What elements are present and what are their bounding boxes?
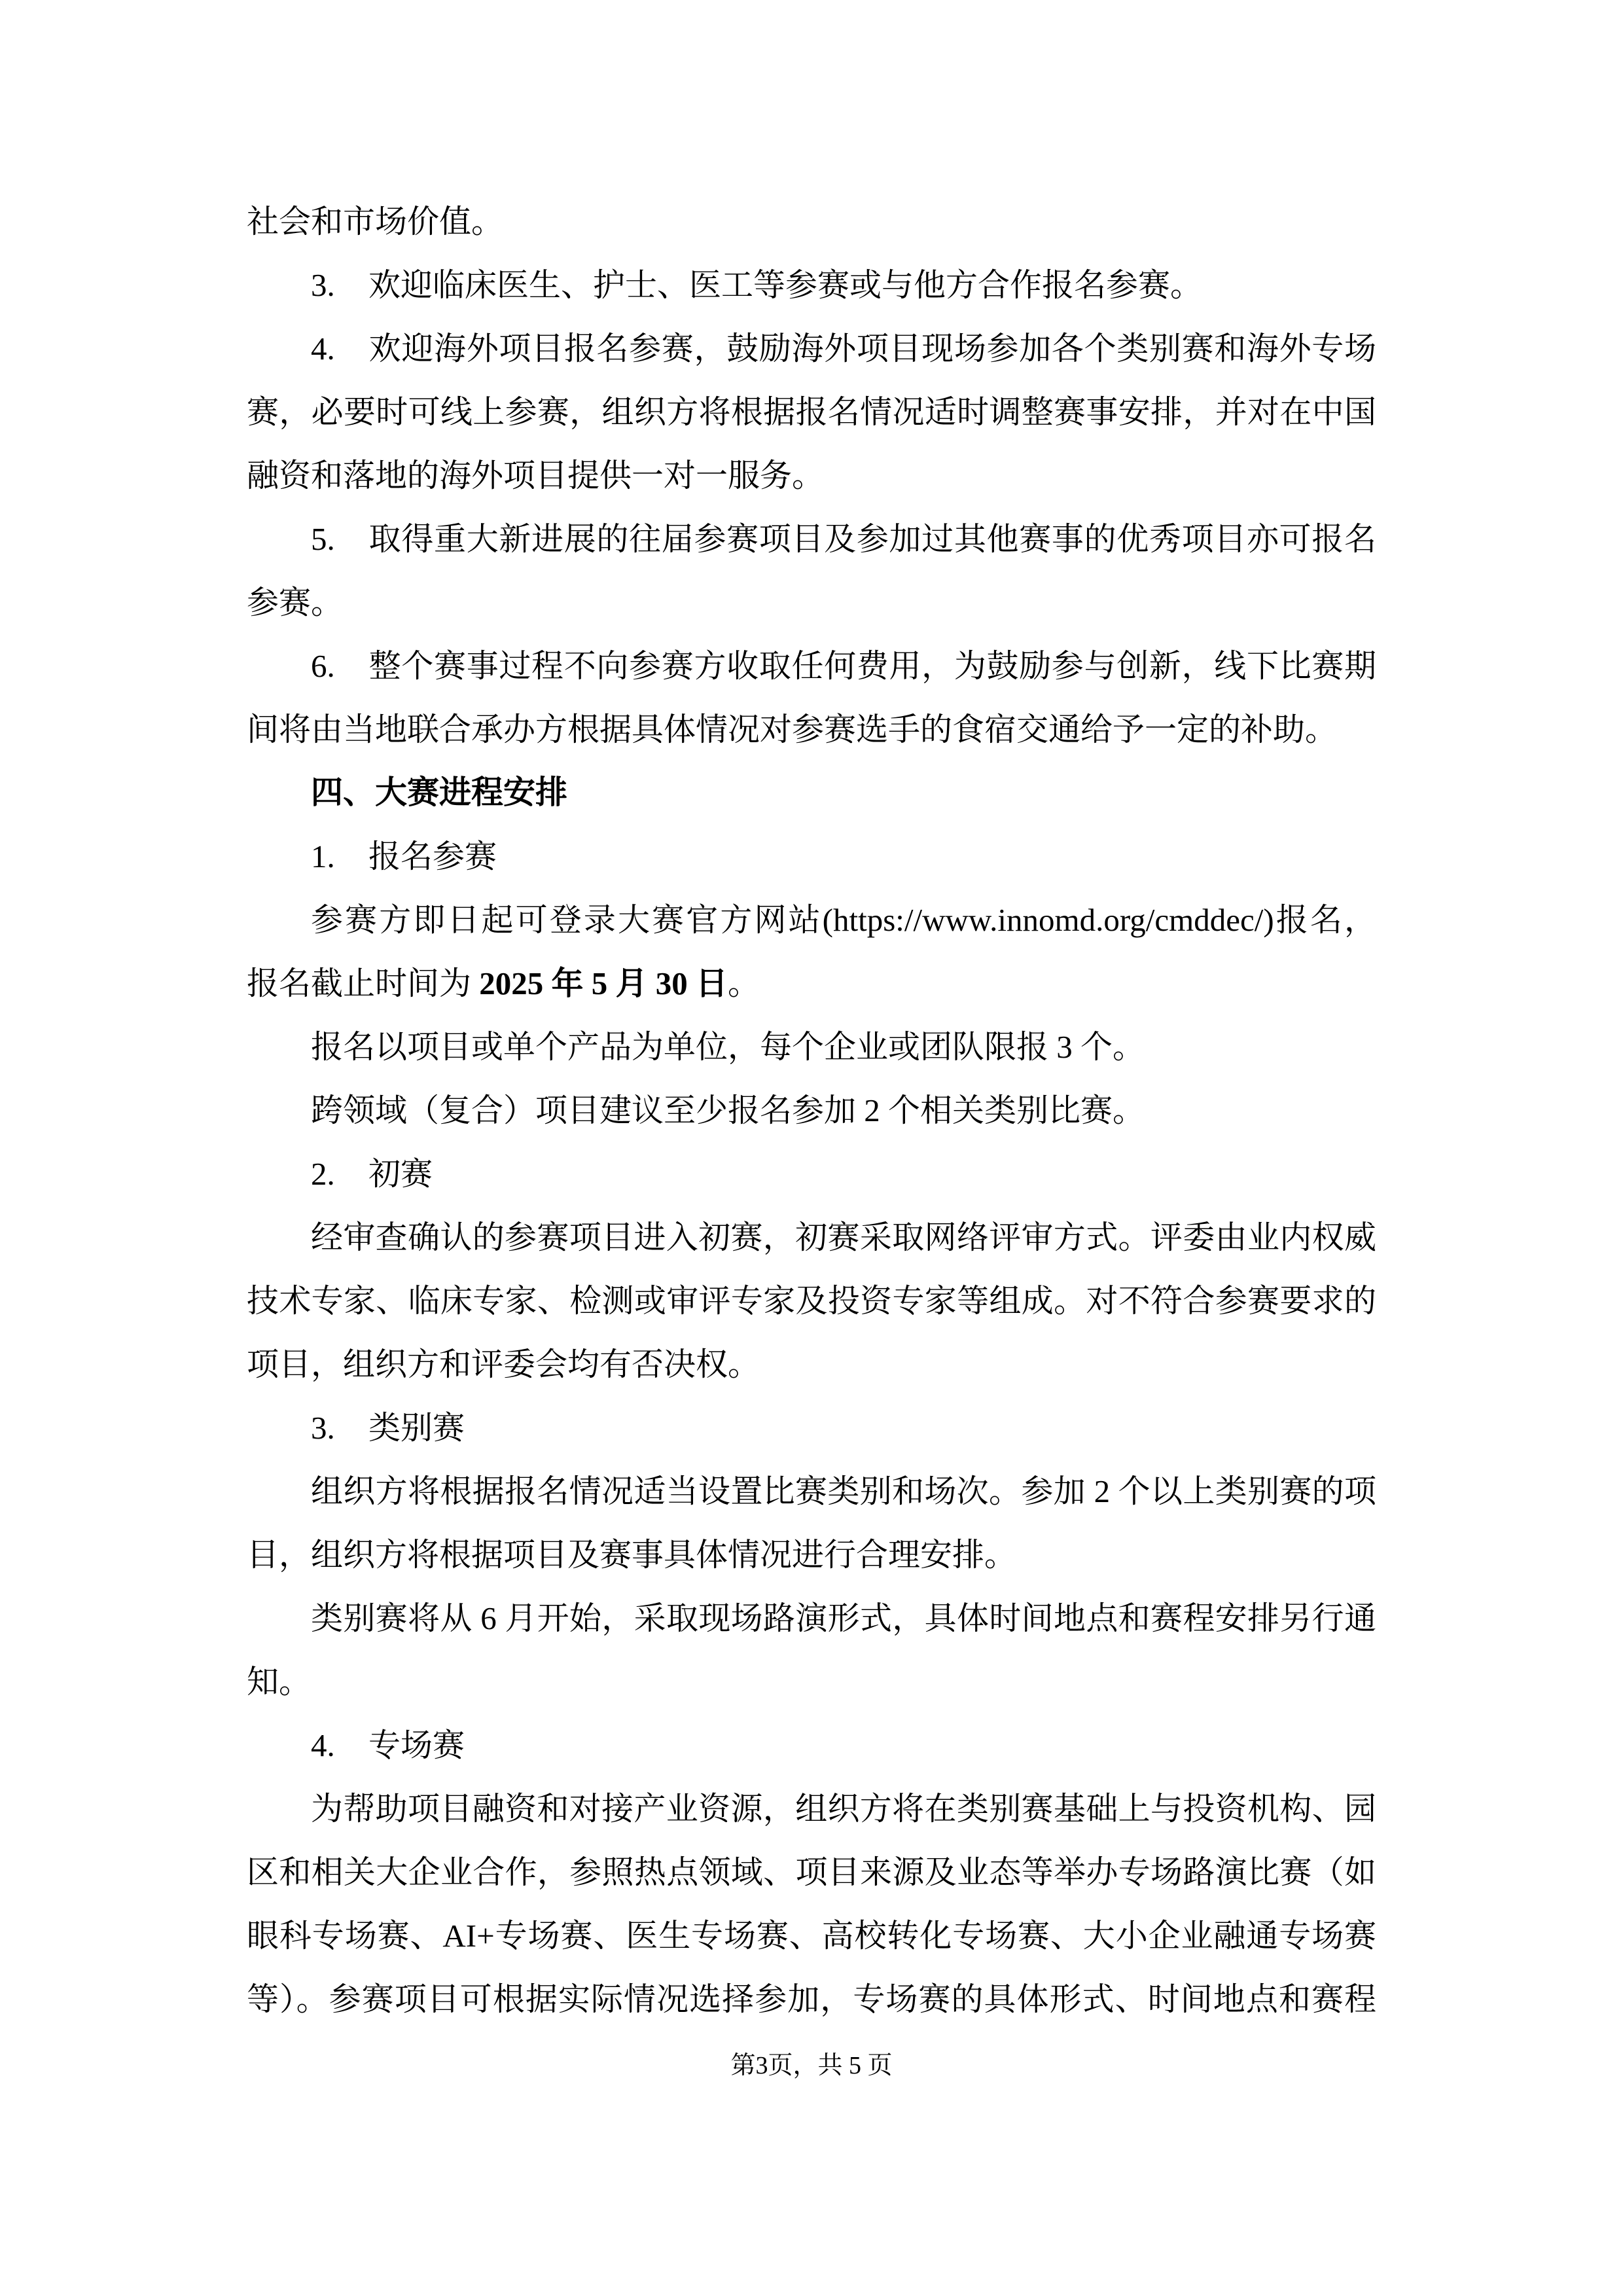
list-number: 4. (311, 1727, 335, 1763)
text-run: 为帮助项目融资和对接产业资源，组织方将在类别赛基础上与投资机构、园 (311, 1791, 1376, 1827)
text-run: 四、大赛进程安排 (311, 775, 568, 810)
text-run: 报名以项目或单个产品为单位，每个企业或团队限报 3 个。 (311, 1029, 1145, 1065)
text-line (247, 1079, 1376, 1142)
text-run: 经审查确认的参赛项目进入初赛，初赛采取网络评审方式。评委由业内权威 (311, 1219, 1376, 1255)
text-run: 报名参赛 (368, 838, 497, 874)
list-number: 1. (311, 838, 335, 874)
text-line (247, 1269, 1376, 1333)
text-run: 知。 (247, 1664, 312, 1700)
list-number: 2. (311, 1156, 335, 1192)
text-line (247, 507, 1376, 571)
list-number: 3. (311, 1410, 335, 1446)
text-line (247, 1904, 1376, 1967)
text-line (247, 634, 1376, 698)
text-run: 区和相关大企业合作，参照热点领域、项目来源及业态等举办专场路演比赛（如 (247, 1854, 1376, 1890)
text-line (247, 1840, 1376, 1904)
list-number: 5. (311, 521, 335, 557)
text-line (247, 761, 1376, 825)
text-run: 取得重大新进展的往届参赛项目及参加过其他赛事的优秀项目亦可报名 (368, 521, 1376, 557)
text-run: 类别赛将从 6 月开始，采取现场路演形式，具体时间地点和赛程安排另行通 (311, 1600, 1376, 1636)
footer-text: 第3页，共 5 页 (730, 2052, 893, 2079)
text-line (247, 571, 1376, 634)
text-run: 目，组织方将根据项目及赛事具体情况进行合理安排。 (247, 1537, 1017, 1573)
list-number: 3. (311, 267, 335, 303)
text-line (247, 1142, 1376, 1206)
text-run: 欢迎临床医生、护士、医工等参赛或与他方合作报名参赛。 (368, 267, 1203, 303)
text-line (247, 1523, 1376, 1587)
text-line (247, 1967, 1376, 2031)
text-run: 社会和市场价值。 (247, 204, 504, 240)
text-line (247, 825, 1376, 888)
bold-text: 2025 年 5 月 30 日 (479, 965, 728, 1001)
text-run: 融资和落地的海外项目提供一对一服务。 (247, 457, 825, 493)
text-line (247, 444, 1376, 507)
text-run: 参赛方即日起可登录大赛官方网站(https://www.innomd.org/cmddec/)报名， (311, 902, 1376, 938)
text-run: 。 (728, 965, 760, 1001)
text-run: 间将由当地联合承办方根据具体情况对参赛选手的食宿交通给予一定的补助。 (247, 711, 1338, 747)
text-run: 整个赛事过程不向参赛方收取任何费用，为鼓励参与创新，线下比赛期 (368, 648, 1376, 684)
text-run: 项目，组织方和评委会均有否决权。 (247, 1346, 760, 1382)
text-line (247, 952, 1376, 1015)
text-line (247, 1333, 1376, 1396)
text-line (247, 253, 1376, 317)
text-line (247, 380, 1376, 444)
text-run: 跨领域（复合）项目建议至少报名参加 2 个相关类别比赛。 (311, 1092, 1145, 1128)
text-run: 等）。参赛项目可根据实际情况选择参加，专场赛的具体形式、时间地点和赛程 (247, 1981, 1376, 2017)
text-line (247, 1777, 1376, 1840)
text-line (247, 698, 1376, 761)
text-line (247, 317, 1376, 380)
text-line (247, 1015, 1376, 1079)
list-number: 6. (311, 648, 335, 684)
text-run: 报名截止时间为 (247, 965, 480, 1001)
text-line (247, 1587, 1376, 1650)
text-line (247, 1206, 1376, 1269)
text-run: 赛，必要时可线上参赛，组织方将根据报名情况适时调整赛事安排，并对在中国 (247, 394, 1376, 430)
text-run: 欢迎海外项目报名参赛，鼓励海外项目现场参加各个类别赛和海外专场 (368, 331, 1376, 367)
text-line (247, 1460, 1376, 1523)
text-run: 组织方将根据报名情况适当设置比赛类别和场次。参加 2 个以上类别赛的项 (311, 1473, 1376, 1509)
text-run: 眼科专场赛、AI+专场赛、医生专场赛、高校转化专场赛、大小企业融通专场赛 (247, 1918, 1376, 1954)
text-run: 技术专家、临床专家、检测或审评专家及投资专家等组成。对不符合参赛要求的 (247, 1283, 1376, 1319)
text-line (247, 190, 1376, 253)
text-run: 初赛 (368, 1156, 433, 1192)
text-run: 参赛。 (247, 584, 344, 620)
text-line (247, 888, 1376, 952)
text-line (247, 1396, 1376, 1460)
page-footer (0, 2047, 1623, 2084)
list-number: 4. (311, 331, 335, 367)
text-run: 类别赛 (368, 1410, 465, 1446)
text-line (247, 1713, 1376, 1777)
document-body (247, 190, 1376, 2031)
text-line (247, 1650, 1376, 1713)
text-run: 专场赛 (368, 1727, 465, 1763)
